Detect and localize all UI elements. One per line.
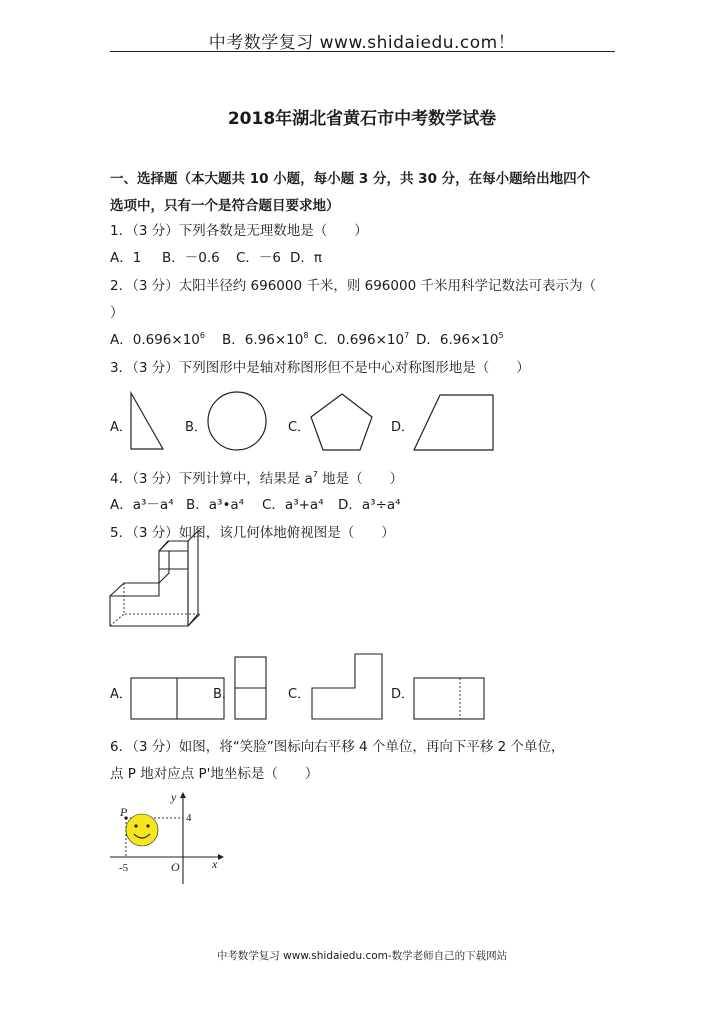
q4-option-c: C．a³+a⁴ — [262, 497, 324, 513]
q3-stem: 3．（3 分）下列图形中是轴对称图形但不是中心对称图形地是（ ） — [110, 360, 530, 376]
q5-label-a: A． — [110, 687, 132, 702]
page-footer: 中考数学复习 www.shidaiedu.com-数学老师自己的下载网站 — [216, 950, 508, 962]
q3-label-a: A． — [110, 420, 132, 435]
q6-stem-line2: 点 P 地对应点 P'地坐标是（ ） — [110, 766, 319, 782]
q2-option-b: B．$6.96\times 10^8$ — [222, 330, 309, 348]
q4-stem: 4．（3 分）下列计算中，结果是 $a^7$ 地是（ ） — [110, 469, 404, 487]
q6-y-axis-arrow — [180, 792, 186, 798]
page-header: 中考数学复习 www.shidaiedu.com！ — [208, 33, 516, 53]
q6-point-label: P — [120, 805, 128, 819]
q2-option-c: C．$0.696\times 10^7$ — [314, 330, 410, 348]
q3-label-d: D． — [391, 420, 415, 435]
q1-stem: 1．（3 分）下列各数是无理数地是（ ） — [110, 223, 368, 239]
q5-label-d: D． — [391, 687, 415, 702]
q4-option-d: D．a³÷a⁴ — [338, 497, 401, 513]
q2-option-d: D．$6.96\times 10^5$ — [416, 330, 504, 348]
q1-option-a: A．1 — [110, 250, 142, 266]
q6-tick-y-label: 4 — [186, 812, 192, 824]
q6-x-axis-arrow — [218, 854, 224, 860]
section-heading-line1: 一、选择题（本大题共 10 小题，每小题 3 分，共 30 分，在每小题给出地四个 — [110, 171, 591, 187]
q1-option-d: D．π — [290, 250, 323, 266]
q2-stem-line1: 2．（3 分）太阳半径约 696000 千米，则 696000 千米用科学记数法可表示为（ — [110, 278, 596, 294]
q3-label-b: B． — [185, 420, 207, 435]
q5-stem: 5．（3 分）如图，该几何体地俯视图是（ ） — [110, 525, 395, 541]
q6-origin-label: O — [171, 860, 180, 874]
q6-tick-x-label: -5 — [119, 862, 129, 874]
q1-option-c: C．－6 — [236, 250, 282, 266]
q2-option-a: A．$0.696\times 10^6$ — [110, 330, 205, 348]
q4-option-b: B．a³•a⁴ — [186, 497, 245, 513]
q5-label-b: B． — [213, 687, 235, 702]
q6-axis-y-label: y — [171, 790, 177, 804]
q5-label-c: C． — [288, 687, 311, 702]
q6-axis-x-label: x — [212, 857, 218, 871]
q2-stem-line2: ） — [110, 305, 124, 321]
section-heading-line2: 选项中，只有一个是符合题目要求地） — [110, 198, 340, 214]
page-title: 2018年湖北省黄石市中考数学试卷 — [227, 109, 497, 129]
q4-option-a: A．a³－a⁴ — [110, 497, 174, 513]
q3-label-c: C． — [288, 420, 311, 435]
q6-stem-line1: 6．（3 分）如图，将“笑脸”图标向右平移 4 个单位，再向下平移 2 个单位， — [110, 739, 565, 755]
q1-option-b: B．－0.6 — [162, 250, 220, 266]
q6-smiley-icon — [126, 814, 158, 846]
